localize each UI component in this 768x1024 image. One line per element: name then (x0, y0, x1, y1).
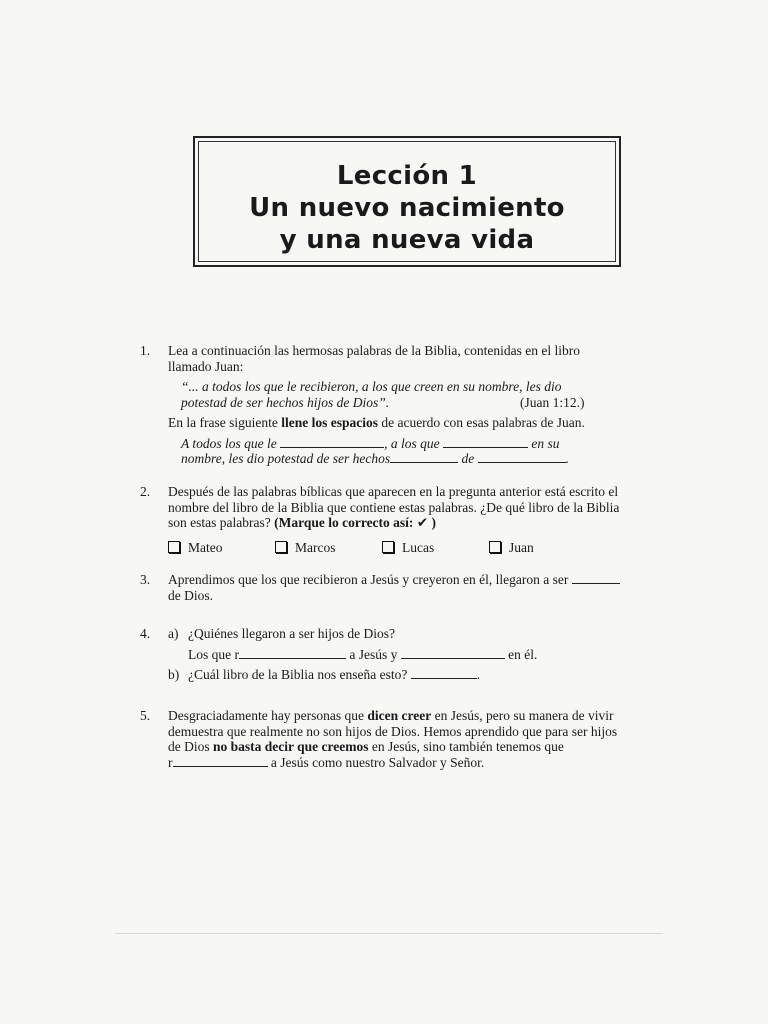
q1-instruction-bold: llene los espacios (281, 415, 378, 430)
q3-line-2: de Dios. (168, 587, 213, 603)
option-mateo[interactable] (168, 540, 275, 556)
q4-a-fill-1: Los que r (188, 646, 239, 662)
q2-line-3b: (Marque lo correcto así: (274, 515, 417, 530)
option-juan[interactable] (489, 540, 534, 556)
q1-fill-text-c: en su (528, 435, 560, 451)
question-2 (140, 484, 660, 555)
q5-line-1c: en Jesús, pero su manera de vivir (431, 708, 614, 723)
fill-blank-6[interactable] (239, 647, 346, 659)
q5-line-1a: Desgraciadamente hay personas que (168, 708, 368, 723)
q4-b-text: ¿Cuál libro de la Biblia nos enseña esto? (188, 667, 411, 682)
question-5 (140, 708, 660, 770)
q4-a-fill-3: en él. (504, 646, 538, 662)
question-number: 4. (140, 626, 151, 641)
option-marcos[interactable] (275, 540, 382, 556)
fill-blank-3[interactable] (390, 451, 458, 463)
q1-fill-text-d: nombre, les dio potestad de ser hechos (181, 451, 391, 466)
question-4 (140, 626, 660, 683)
lesson-title-box (193, 136, 621, 267)
option-label: Lucas (402, 539, 435, 555)
q4-a-fill-2: a Jesús y (346, 646, 401, 662)
fill-blank-5[interactable] (572, 572, 620, 584)
checkbox-icon[interactable] (168, 541, 180, 553)
question-number: 5. (140, 708, 151, 723)
q1-intro-line-1: Lea a continuación las hermosas palabras de la Biblia, contenidas en el libro (168, 343, 580, 358)
fill-blank-2[interactable] (443, 436, 528, 448)
question-3 (140, 572, 660, 603)
fill-blank-7[interactable] (401, 647, 505, 659)
page-divider (115, 933, 663, 934)
option-label: Mateo (188, 539, 223, 555)
fill-blank-4[interactable] (478, 451, 566, 463)
q2-line-1: Después de las palabras bíblicas que aparecen en la pregunta anterior está escrito el (168, 484, 619, 499)
q5-line-3c: en Jesús, sino también tenemos que (368, 739, 564, 754)
q1-instruction-c: de acuerdo con esas palabras de Juan. (377, 415, 585, 430)
checkmark-icon: ✔ (416, 515, 429, 531)
question-number: 1. (140, 343, 151, 358)
checkbox-icon[interactable] (382, 541, 394, 553)
fill-blank-1[interactable] (280, 436, 384, 448)
q5-line-4a: r (168, 754, 173, 770)
question-1 (140, 343, 660, 467)
q5-line-4b: a Jesús como nuestro Salvador y Señor. (267, 754, 485, 770)
q1-quote-line-1: “... a todos los que le recibieron, a los que creen en su nombre, les dio (181, 379, 562, 394)
q2-line-3a: son estas palabras? (168, 515, 275, 530)
title-line-3: y una nueva vida (279, 225, 535, 255)
q4-a-text: ¿Quiénes llegaron a ser hijos de Dios? (188, 626, 395, 641)
checkbox-icon[interactable] (489, 541, 501, 553)
q5-line-1b: dicen creer (367, 708, 432, 723)
option-label: Juan (509, 539, 534, 555)
q1-quote-line-2: potestad de ser hechos hijos de Dios”. (181, 394, 390, 410)
q1-reference: (Juan 1:12.) (520, 394, 585, 410)
q4-b-end: . (476, 667, 481, 682)
q4-a-label: a) (168, 626, 179, 641)
title-line-1: Lección 1 (336, 161, 478, 191)
title-line-2: Un nuevo nacimiento (249, 193, 565, 223)
option-label: Marcos (295, 539, 336, 555)
fill-blank-8[interactable] (411, 667, 477, 679)
checkbox-icon[interactable] (275, 541, 287, 553)
q1-fill-text-b: , a los que (384, 435, 443, 451)
q3-line-1: Aprendimos que los que recibieron a Jesús y creyeron en él, llegaron a ser (168, 572, 572, 587)
q1-fill-text-f: . (565, 451, 569, 466)
question-number: 2. (140, 484, 151, 499)
q5-line-2: demuestra que realmente no son hijos de Dios. Hemos aprendido que para ser hijos (168, 723, 618, 739)
q5-line-3b: no basta decir que creemos (213, 739, 369, 754)
option-lucas[interactable] (382, 540, 489, 556)
q4-b-label: b) (168, 667, 180, 682)
lesson-title (198, 141, 616, 262)
q1-intro-line-2: llamado Juan: (168, 358, 244, 374)
q1-instruction-a: En la frase siguiente (168, 415, 282, 430)
q2-line-2: nombre del libro de la Biblia que contiene estas palabras. ¿De qué libro de la Biblia (168, 499, 620, 515)
q1-fill-text-a: A todos los que le (181, 435, 281, 451)
fill-blank-9[interactable] (173, 755, 268, 767)
q1-fill-text-e: de (458, 451, 478, 466)
q2-options (168, 540, 660, 556)
question-number: 3. (140, 572, 151, 587)
q5-line-3a: de Dios (168, 739, 213, 754)
q2-line-3c: ) (428, 515, 436, 530)
